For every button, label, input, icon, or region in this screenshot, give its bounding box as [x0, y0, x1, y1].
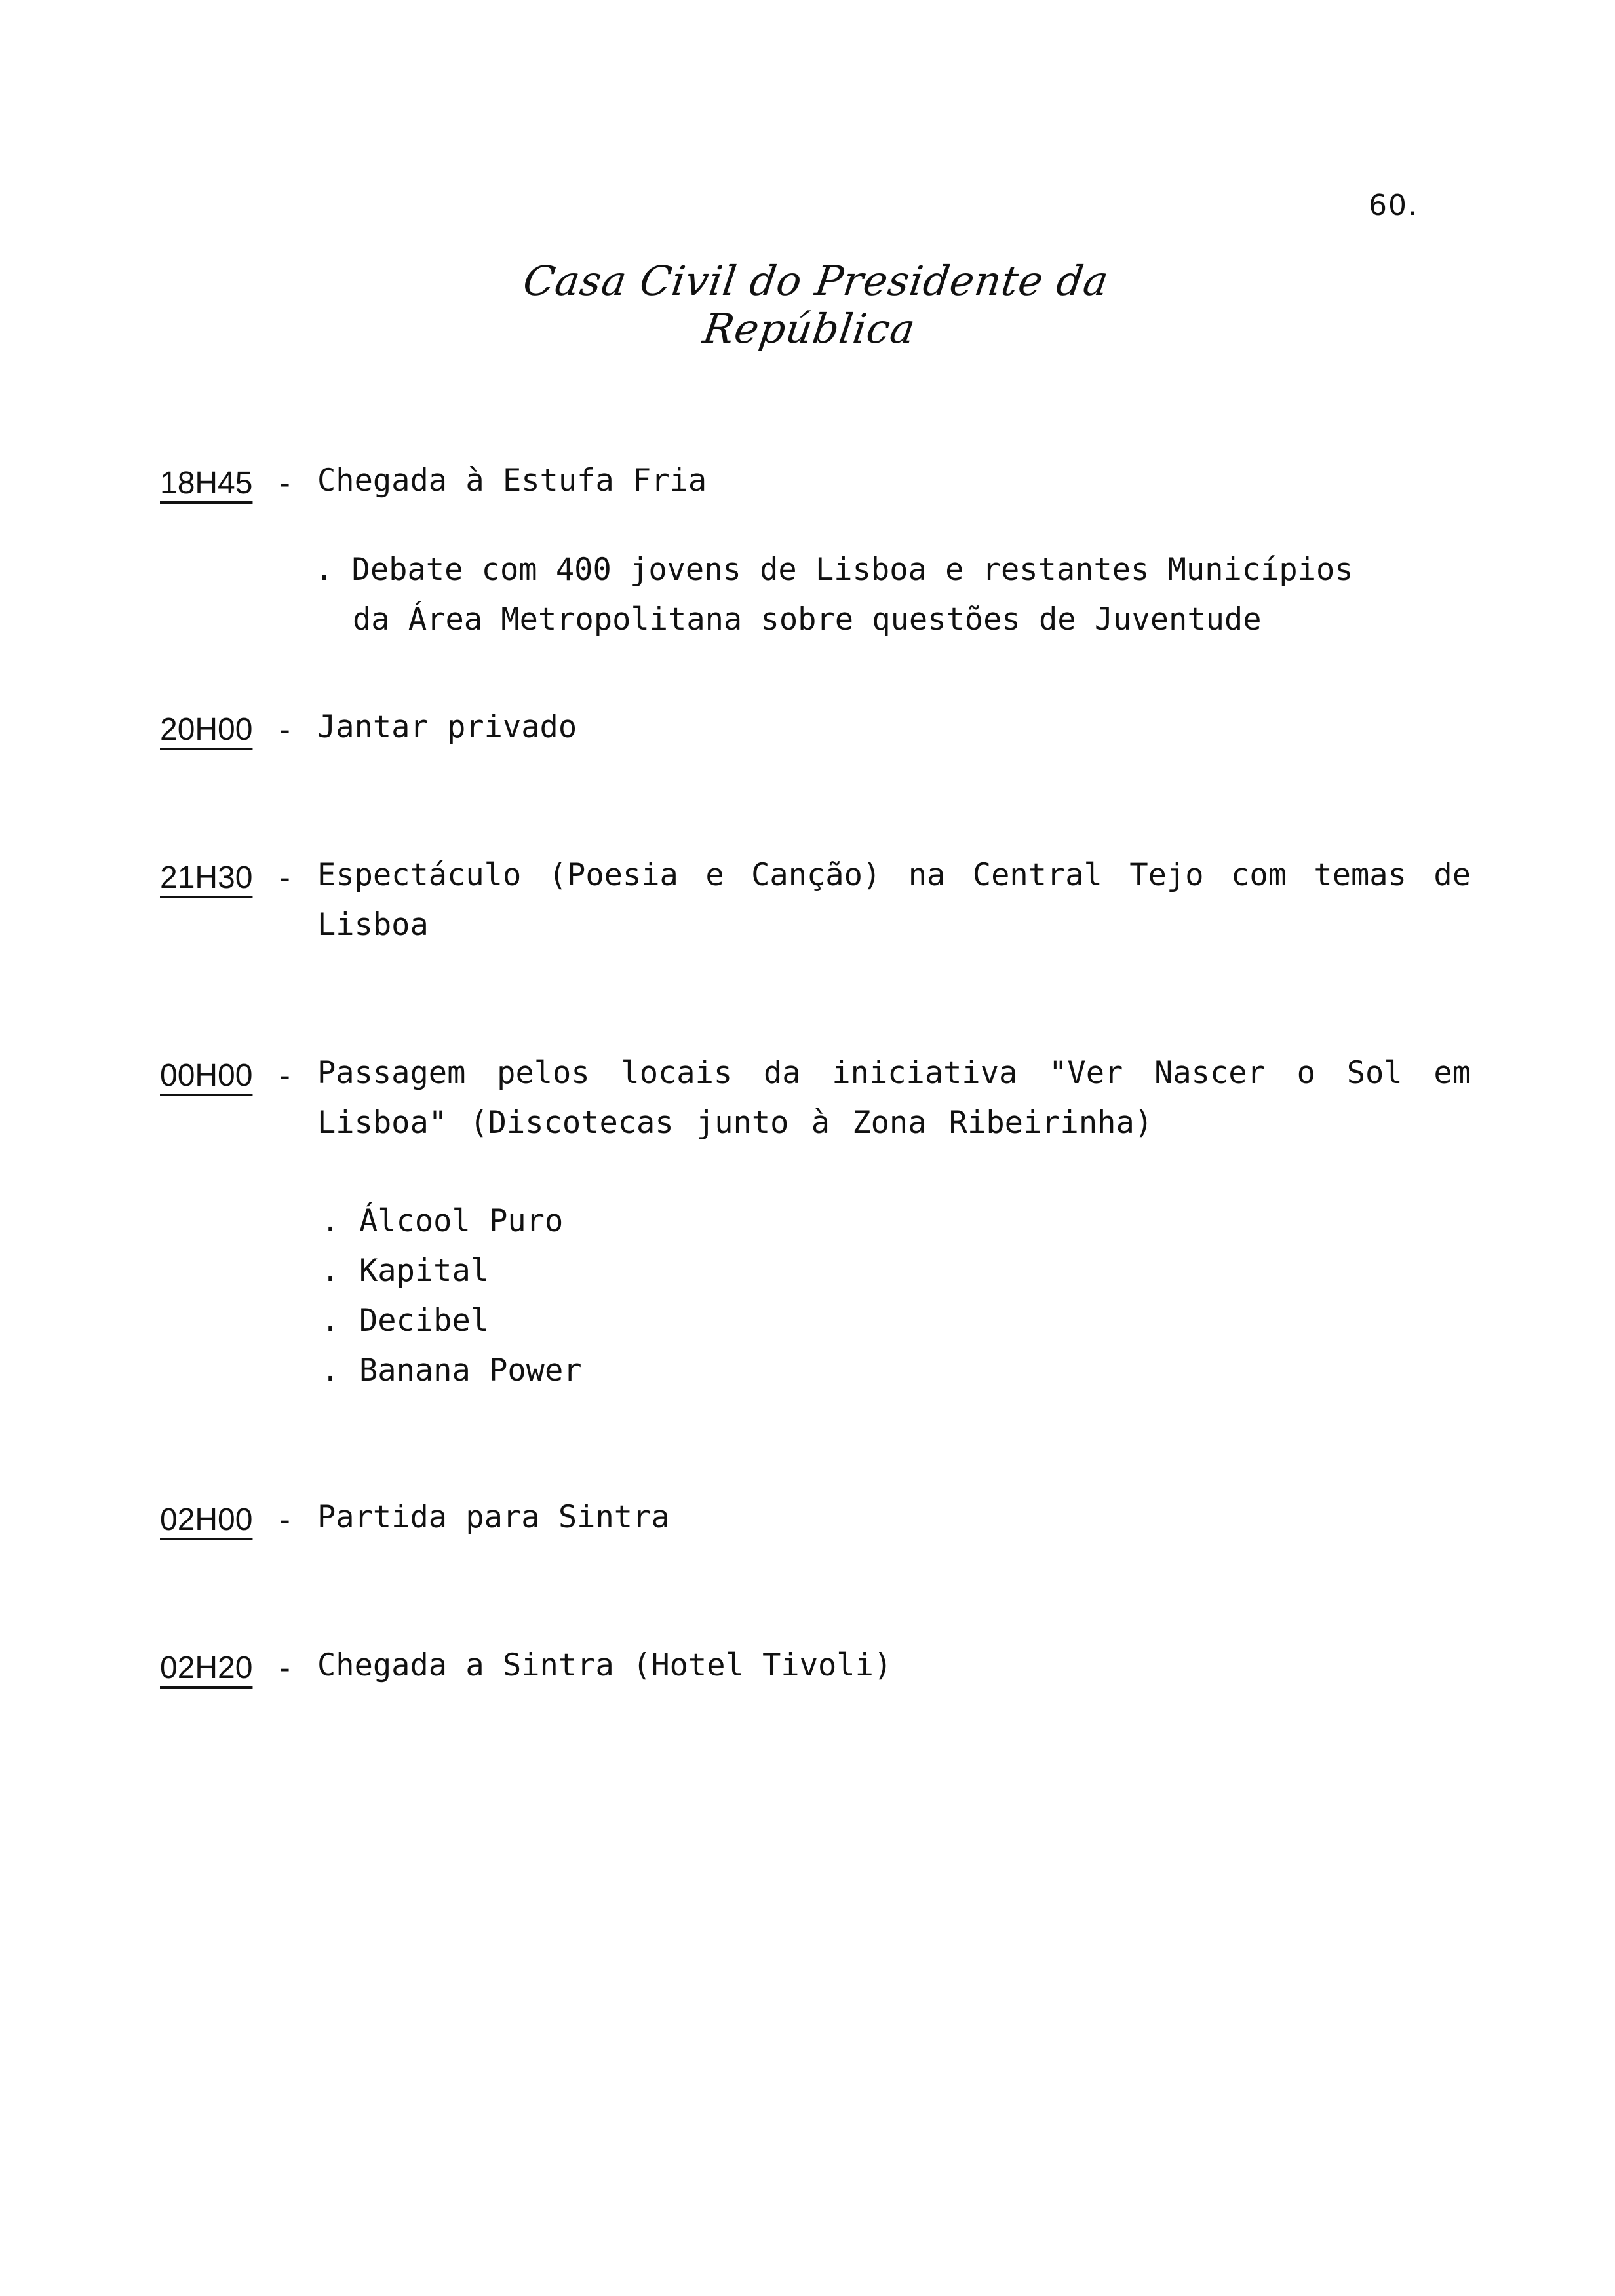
- list-item: . Kapital: [321, 1253, 490, 1289]
- separator-dash: -: [275, 1502, 294, 1539]
- separator-dash: -: [275, 1058, 294, 1094]
- venue-name: Decibel: [359, 1303, 490, 1339]
- separator-dash: -: [275, 465, 294, 502]
- entry-description: Chegada a Sintra (Hotel Tivoli): [317, 1647, 893, 1683]
- entry-details: [315, 545, 1442, 645]
- entry-description: Chegada à Estufa Fria: [317, 463, 707, 499]
- entry-time: 20H00: [160, 712, 253, 747]
- letterhead: Casa Civil do Presidente da República: [520, 257, 1112, 353]
- detail-line: da Área Metropolitana sobre questões de Juventude: [353, 602, 1262, 638]
- entry-time: 18H45: [160, 466, 253, 501]
- page-number: 60.: [1369, 189, 1418, 222]
- entry-time: 00H00: [160, 1058, 253, 1093]
- entry-description: Partida para Sintra: [317, 1499, 670, 1535]
- venue-name: Álcool Puro: [359, 1203, 564, 1239]
- list-item: . Banana Power: [321, 1352, 582, 1388]
- entry-description: Jantar privado: [317, 709, 577, 745]
- entry-time: 21H30: [160, 860, 253, 895]
- separator-dash: -: [275, 712, 294, 748]
- separator-dash: -: [275, 1650, 294, 1687]
- list-item: . Decibel: [321, 1303, 490, 1339]
- venue-name: Kapital: [359, 1253, 490, 1289]
- venue-name: Banana Power: [359, 1352, 582, 1388]
- entry-description: Passagem pelos locais da iniciativa "Ver Nascer o Sol em Lisboa" (Discotecas junto à Zona Ribeirinha): [317, 1055, 1494, 1141]
- entry-description: Espectáculo (Poesia e Canção) na Central Tejo com temas de Lisboa: [317, 857, 1494, 943]
- separator-dash: -: [275, 860, 294, 896]
- list-item: . Álcool Puro: [321, 1203, 564, 1239]
- venue-list: [321, 1196, 582, 1396]
- entry-time: 02H20: [160, 1651, 253, 1685]
- entry-time: 02H00: [160, 1502, 253, 1537]
- detail-line: . Debate com 400 jovens de Lisboa e restantes Municípios: [315, 552, 1353, 588]
